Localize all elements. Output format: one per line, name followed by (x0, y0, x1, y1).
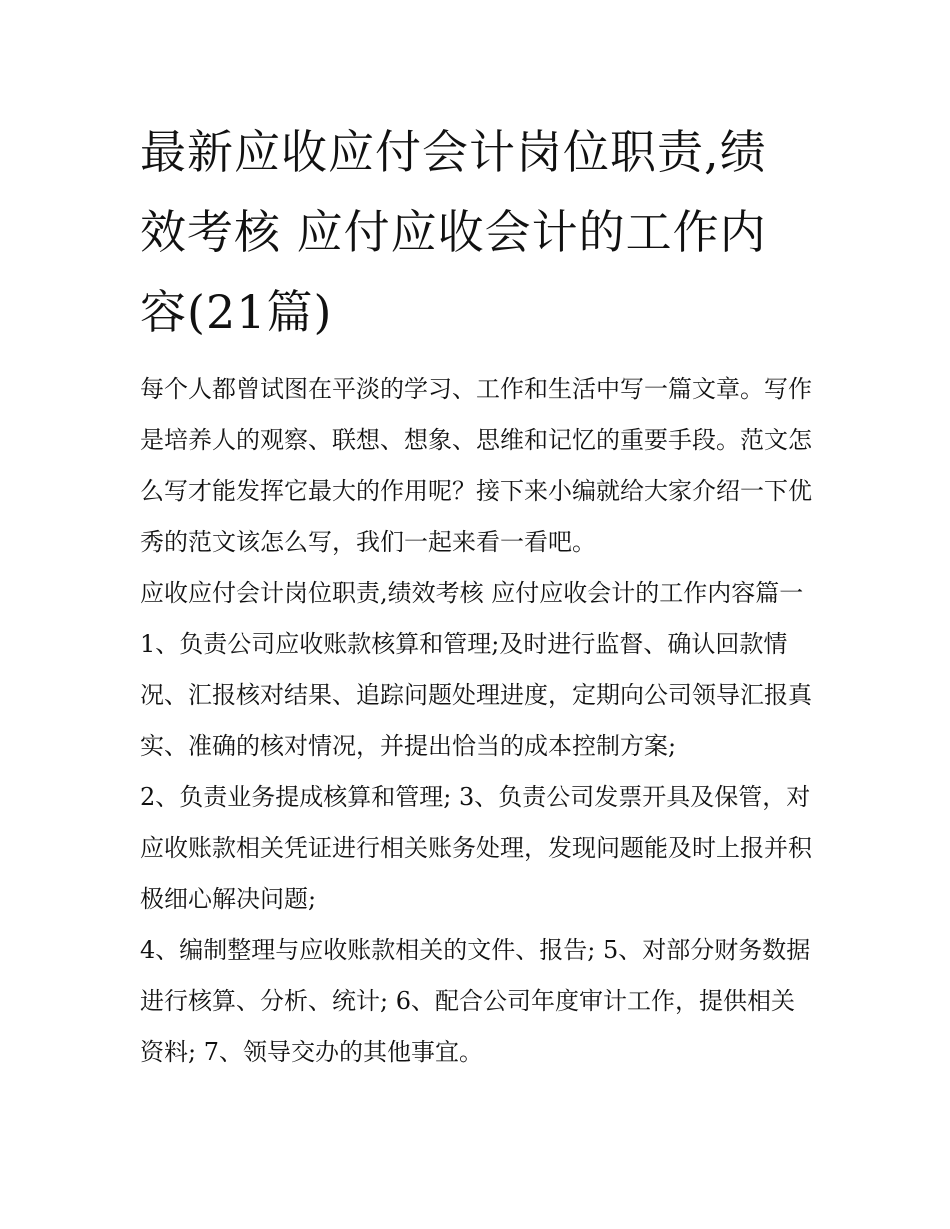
section-heading: 应收应付会计岗位职责,绩效考核 应付应收会计的工作内容篇一 (140, 579, 804, 607)
duty-item-2-3: 2、负责业务提成核算和管理; 3、负责公司发票开具及保管，对应收账款相关凭证进行相关账务处理，发现问题能及时上报并积极细心解决问题; (140, 783, 812, 913)
document-title: 最新应收应付会计岗位职责,绩效考核 应付应收会计的工作内容(21篇) (140, 125, 767, 339)
duty-item-1: 1、负责公司应收账款核算和管理;及时进行监督、确认回款情况、汇报核对结果、追踪问题处理进度，定期向公司领导汇报真实、准确的核对情况，并提出恰当的成本控制方案; (140, 630, 812, 760)
intro-paragraph: 每个人都曾试图在平淡的学习、工作和生活中写一篇文章。写作是培养人的观察、联想、想象、思维和记忆的重要手段。范文怎么写才能发挥它最大的作用呢？接下来小编就给大家介绍一下优秀的范文该怎么写，我们一起来看一看吧。 (140, 375, 812, 556)
document-body (140, 112, 812, 1078)
duty-item-4-7: 4、编制整理与应收账款相关的文件、报告; 5、对部分财务数据进行核算、分析、统计; 6、配合公司年度审计工作，提供相关资料; 7、领导交办的其他事宜。 (140, 936, 811, 1066)
